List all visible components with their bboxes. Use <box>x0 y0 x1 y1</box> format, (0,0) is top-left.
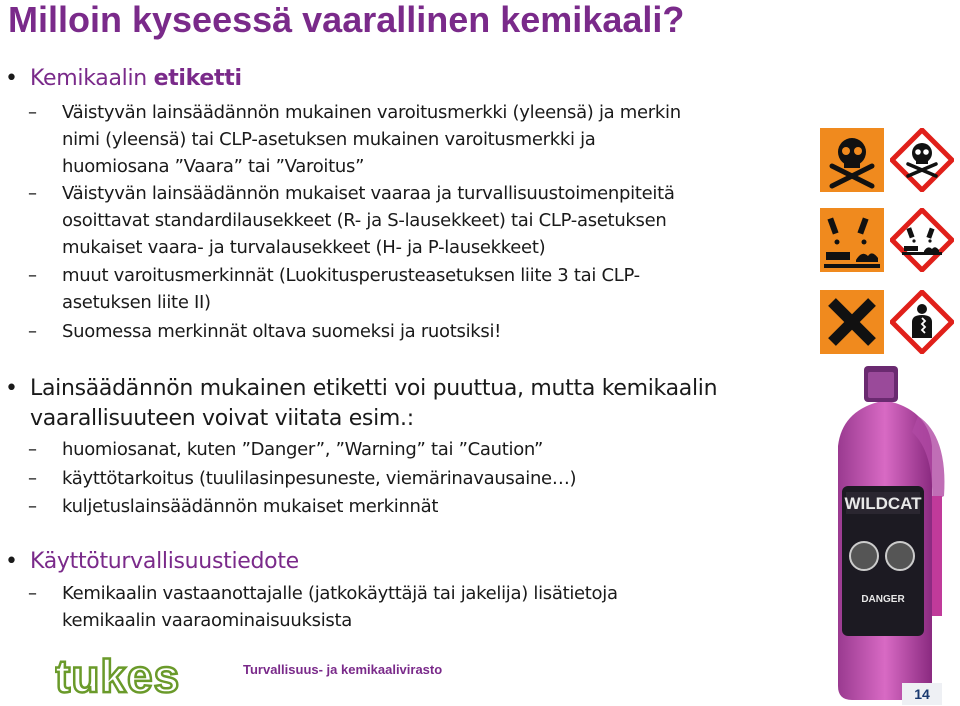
bullet1-heading-bold: etiketti <box>153 66 242 91</box>
b1-sub2-line3: mukaiset vaara- ja turvalausekkeet (H- ja P-lausekkeet) <box>62 237 546 258</box>
dash-marker: – <box>28 321 37 342</box>
page-number: 14 <box>902 683 942 705</box>
footer-organization: Turvallisuus- ja kemikaalivirasto <box>243 662 443 677</box>
b2-sub2: käyttötarkoitus (tuulilasinpesuneste, viemärinavausaine…) <box>62 468 577 489</box>
bullet1-heading <box>30 66 242 92</box>
bullet2-line2: vaarallisuuteen voivat viitata esim.: <box>30 406 414 431</box>
skull-crossbones-ghs-icon <box>890 128 954 192</box>
b1-sub2-line1: Väistyvän lainsäädännön mukaiset vaaraa ja turvallisuustoimenpiteitä <box>62 183 675 204</box>
corrosive-orange-icon <box>820 208 884 272</box>
dash-marker: – <box>28 468 37 489</box>
washer-fluid-jug-image <box>808 366 958 702</box>
bullet2-line1: Lainsäädännön mukainen etiketti voi puuttua, mutta kemikaalin <box>30 376 718 401</box>
bullet-marker: • <box>5 66 18 91</box>
b1-sub4-line1: Suomessa merkinnät oltava suomeksi ja ruotsiksi! <box>62 321 502 342</box>
health-hazard-ghs-icon <box>890 290 954 354</box>
jug-warning: DANGER <box>861 594 905 605</box>
b2-sub1: huomiosanat, kuten ”Danger”, ”Warning” tai ”Caution” <box>62 439 544 460</box>
bullet3-heading: Käyttöturvallisuustiedote <box>30 549 299 574</box>
skull-crossbones-orange-icon <box>820 128 884 192</box>
bullet1-heading-pre: Kemikaalin <box>30 66 154 91</box>
b1-sub2-line2: osoittavat standardilausekkeet (R- ja S-lausekkeet) tai CLP-asetuksen <box>62 210 667 231</box>
dash-marker: – <box>28 102 37 123</box>
b3-sub-line2: kemikaalin vaaraominaisuuksista <box>62 610 352 631</box>
b1-sub3-line2: asetuksen liite II) <box>62 292 211 313</box>
jug-brand: WILDCAT <box>844 494 922 513</box>
bullet-marker: • <box>5 376 18 401</box>
hazard-symbols-grid <box>818 126 958 354</box>
b1-sub1-line2: nimi (yleensä) tai CLP-asetuksen mukainen varoitusmerkki ja <box>62 129 596 150</box>
b2-sub3: kuljetuslainsäädännön mukaiset merkinnät <box>62 496 439 517</box>
harmful-x-orange-icon <box>820 290 884 354</box>
dash-marker: – <box>28 496 37 517</box>
b1-sub1-line3: huomiosana ”Vaara” tai ”Varoitus” <box>62 156 365 177</box>
bullet-marker: • <box>5 549 18 574</box>
b3-sub-line1: Kemikaalin vastaanottajalle (jatkokäyttäjä tai jakelija) lisätietoja <box>62 583 618 604</box>
corrosive-ghs-icon <box>890 208 954 272</box>
b1-sub1-line1: Väistyvän lainsäädännön mukainen varoitusmerkki (yleensä) ja merkin <box>62 102 681 123</box>
dash-marker: – <box>28 265 37 286</box>
dash-marker: – <box>28 439 37 460</box>
b1-sub3-line1: muut varoitusmerkinnät (Luokitusperusteasetuksen liite 3 tai CLP- <box>62 265 640 286</box>
dash-marker: – <box>28 183 37 204</box>
page-title: Milloin kyseessä vaarallinen kemikaali? <box>8 0 685 40</box>
tukes-logo <box>55 646 185 702</box>
dash-marker: – <box>28 583 37 604</box>
logo-text: tukes <box>55 650 181 702</box>
